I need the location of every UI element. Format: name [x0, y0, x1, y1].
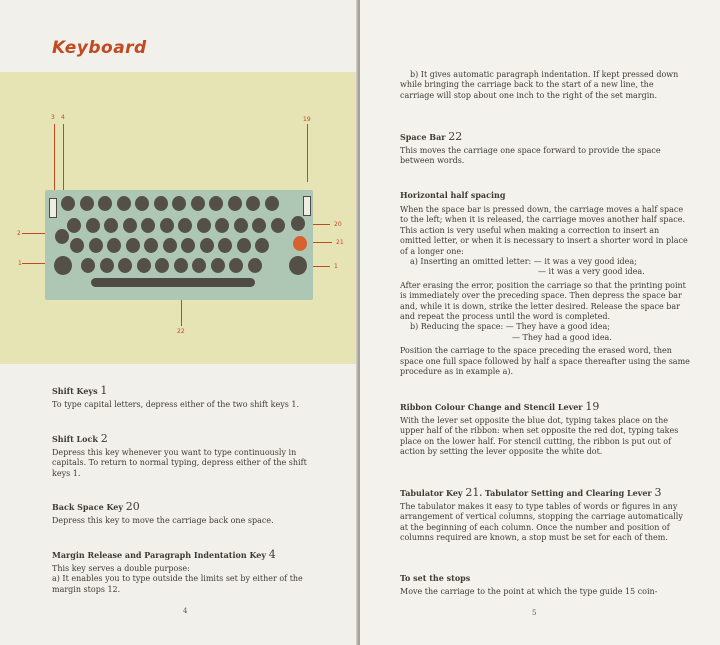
typewriter-key: [234, 218, 248, 233]
section-heading-space-bar: Space Bar 22: [400, 130, 463, 143]
section-body-ribbon: With the lever set opposite the blue dot, typing takes place on the upper half of the ribbon: when set opposite the red dot, typing takes place on the lower half. For stencil cutting, the ribbon is put out of action by setting the lever opposite the white dot.: [400, 416, 679, 457]
section-body-set-stops: Move the carriage to the point at which the type guide 15 coin-: [400, 587, 658, 596]
section-body-back-space: Depress this key to move the carriage back one space.: [52, 516, 274, 525]
typewriter-key: [118, 258, 132, 273]
half-spacing-intro: When the space bar is pressed down, the carriage moves a half space to the left; when it is released, the carriage moves another half space. This action is very useful when making a correction to insert an omitted letter, or when it is necessary to insert a shorter word in place of a longer one:: [400, 205, 688, 256]
typewriter-key: [229, 258, 243, 273]
typewriter-key: [126, 238, 140, 253]
callout-20: 20: [334, 221, 342, 228]
tabulator-key: [293, 236, 307, 251]
margin-release-b: b) It gives automatic paragraph indentation. If kept pressed down while bringing the carriage back to the start of a new line, the carriage will stop about one inch to the right of the set margin.: [400, 70, 679, 100]
section-heading-shift-lock: Shift Lock 2: [52, 432, 108, 445]
typewriter-key: [86, 218, 100, 233]
typewriter-key: [144, 238, 158, 253]
typewriter-key: [100, 258, 114, 273]
section-heading-tabulator: Tabulator Key 21. Tabulator Setting and Clearing Lever 3: [400, 486, 662, 499]
typewriter-key: [163, 238, 177, 253]
example-b-line2: — They had a good idea.: [512, 332, 612, 342]
typewriter-key: [123, 218, 137, 233]
callout-2: 2: [17, 230, 21, 237]
callout-3: 3: [51, 114, 55, 121]
callout-line-4: [63, 124, 64, 191]
typewriter-key: [160, 218, 174, 233]
page-number-right: 5: [532, 609, 537, 617]
section-body-shift-lock: Depress this key whenever you want to type continuously in capitals. To return to normal typing, depress either of the shift keys 1.: [52, 448, 307, 478]
page-title: Keyboard: [52, 38, 147, 58]
typewriter-key: [191, 196, 205, 211]
back-space-key: [291, 216, 305, 231]
typewriter-key: [135, 196, 149, 211]
typewriter-key: [197, 218, 211, 233]
section-body-half-spacing: [400, 205, 690, 378]
typewriter-key: [174, 258, 188, 273]
typewriter-key: [155, 258, 169, 273]
typewriter-key: [200, 238, 214, 253]
shift-key-left: [54, 256, 72, 275]
typewriter-key: [252, 218, 266, 233]
shift-lock-key: [55, 229, 69, 244]
typewriter-key: [237, 238, 251, 253]
typewriter-key: [141, 218, 155, 233]
example-a-line1: a) Inserting an omitted letter: — it was a vey good idea;: [410, 257, 637, 267]
shift-key-right: [289, 256, 307, 275]
callout-1-left: 1: [18, 260, 22, 267]
typewriter-key: [67, 218, 81, 233]
section-heading-ribbon: Ribbon Colour Change and Stencil Lever 19: [400, 400, 600, 413]
typewriter-key: [181, 238, 195, 253]
typewriter-key: [215, 218, 229, 233]
example-b-line1: b) Reducing the space: — They have a good idea;: [410, 322, 610, 332]
right-page: [360, 0, 720, 645]
typewriter-key: [192, 258, 206, 273]
typewriter-key: [117, 196, 131, 211]
section-heading-set-stops: To set the stops: [400, 573, 471, 583]
typewriter-key: [265, 196, 279, 211]
typewriter-key: [209, 196, 223, 211]
callout-22: 22: [177, 328, 185, 335]
callout-4: 4: [61, 114, 65, 121]
callout-19: 19: [303, 116, 311, 123]
typewriter-key: [218, 238, 232, 253]
section-body-tabulator: The tabulator makes it easy to type tables of words or figures in any arrangement of vertical columns, stopping the carriage automatically at the beginning of each column. Once the number and position of columns required are known, a stop must be set for each of them.: [400, 502, 683, 543]
typewriter-key: [81, 258, 95, 273]
section-heading-margin-release: Margin Release and Paragraph Indentation Key 4: [52, 548, 276, 561]
typewriter-key: [178, 218, 192, 233]
typewriter-key: [70, 238, 84, 253]
typewriter-key: [172, 196, 186, 211]
example-a-line2: — it was a very good idea.: [538, 267, 645, 277]
keyboard-drawing: [45, 190, 313, 300]
left-page: [0, 0, 358, 645]
callout-line-19: [307, 124, 308, 182]
margin-release-intro: This key serves a double purpose:: [52, 564, 190, 573]
space-bar: [91, 278, 255, 287]
typewriter-key: [248, 258, 262, 273]
callout-21: 21: [336, 239, 344, 246]
typewriter-key: [107, 238, 121, 253]
page-number-left: 4: [183, 607, 188, 615]
typewriter-key: [271, 218, 285, 233]
ribbon-lever: [303, 196, 311, 216]
section-body-margin-release: [52, 564, 320, 595]
typewriter-key: [98, 196, 112, 211]
section-heading-shift-keys: Shift Keys 1: [52, 384, 108, 397]
typewriter-key: [211, 258, 225, 273]
callout-line-3: [54, 124, 55, 191]
typewriter-key: [246, 196, 260, 211]
half-spacing-note: Position the carriage to the space preceding the erased word, then space one full space followed by half a space thereafter using the same procedure as in example a).: [400, 346, 690, 377]
typewriter-key: [89, 238, 103, 253]
typewriter-key: [255, 238, 269, 253]
section-heading-half-spacing: Horizontal half spacing: [400, 190, 506, 200]
typewriter-key: [154, 196, 168, 211]
typewriter-key: [137, 258, 151, 273]
callout-1-right: 1: [334, 263, 338, 270]
typewriter-key: [104, 218, 118, 233]
section-body-space-bar: This moves the carriage one space forward to provide the space between words.: [400, 146, 661, 166]
tab-lever: [49, 198, 57, 218]
margin-release-a: a) It enables you to type outside the limits set by either of the margin stops 12.: [52, 574, 303, 594]
section-body-shift-keys: To type capital letters, depress either of the two shift keys 1.: [52, 400, 300, 409]
half-spacing-procedure: After erasing the error, position the carriage so that the printing point is immediately over the preceding space. Then depress the space bar and, while it is down, strike the letter desired. Release the space bar and repeat the process until the word is completed.: [400, 280, 686, 322]
typewriter-key: [61, 196, 75, 211]
section-heading-back-space: Back Space Key 20: [52, 500, 140, 513]
typewriter-key: [80, 196, 94, 211]
typewriter-key: [228, 196, 242, 211]
